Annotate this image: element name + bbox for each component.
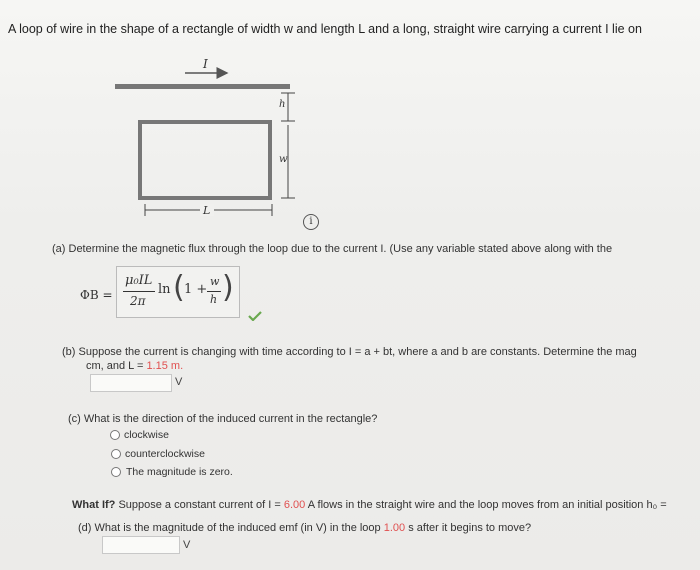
what-if-title: What If? [72,499,116,511]
radio-clockwise[interactable] [110,430,120,440]
l-label: L [203,204,211,217]
current-label: I [203,57,208,71]
formula-denominator: 2π [130,294,146,308]
h-label: h [279,99,286,110]
what-if-text [72,499,667,511]
part-b-line2-prefix: cm, and L = [86,360,144,372]
problem-intro: A loop of wire in the shape of a rectangle of width w and length L and a long, straight wire carrying a current I lie on [8,22,642,36]
part-d-prefix: (d) What is the magnitude of the induced emf (in V) in the loop [78,522,381,534]
part-b-unit: V [175,376,183,388]
radio-counterclockwise[interactable] [111,449,121,459]
part-b-answer-input[interactable] [90,374,172,392]
option-clockwise-label: clockwise [124,429,169,441]
formula-paren-close: ) [222,270,234,305]
part-b-prompt: (b) Suppose the current is changing with time according to I = a + bt, where a and b are constants. Determine the mag [62,346,637,358]
option-counterclockwise-label: counterclockwise [125,448,205,460]
option-zero-label: The magnitude is zero. [126,466,233,478]
part-c-prompt: (c) What is the direction of the induced current in the rectangle? [68,413,378,425]
wire-loop-diagram [115,55,345,235]
formula-numerator: μ₀IL [125,273,153,288]
current-value: 6.00 [283,499,306,511]
part-d-unit: V [183,539,191,551]
length-value: 1.15 m. [146,360,184,372]
w-label: w [279,154,288,165]
what-if-suffix: A flows in the straight wire and the loop moves from an initial position h₀ = [307,499,667,511]
part-b-line2 [86,360,183,372]
formula-fraction-num: w [210,275,220,288]
time-value: 1.00 [383,522,406,534]
part-a-answer-box[interactable] [116,266,240,318]
check-icon [248,311,262,321]
wire-loop [140,122,270,198]
formula-one-plus: 1 + [184,282,208,297]
formula-paren-open: ( [173,270,185,305]
straight-wire [115,84,290,89]
part-d-suffix: s after it begins to move? [408,522,532,534]
formula-ln: ln [158,282,171,297]
part-d-answer-input[interactable] [102,536,180,554]
what-if-prefix: Suppose a constant current of I = [118,499,281,511]
flux-symbol: ΦB = [80,288,113,302]
info-icon[interactable]: i [303,214,319,230]
formula-fraction-den: h [210,293,218,306]
part-d-prompt [78,522,531,534]
part-a-prompt: (a) Determine the magnetic flux through the loop due to the current I. (Use any variable stated above along with the [52,243,613,255]
radio-zero[interactable] [111,467,121,477]
